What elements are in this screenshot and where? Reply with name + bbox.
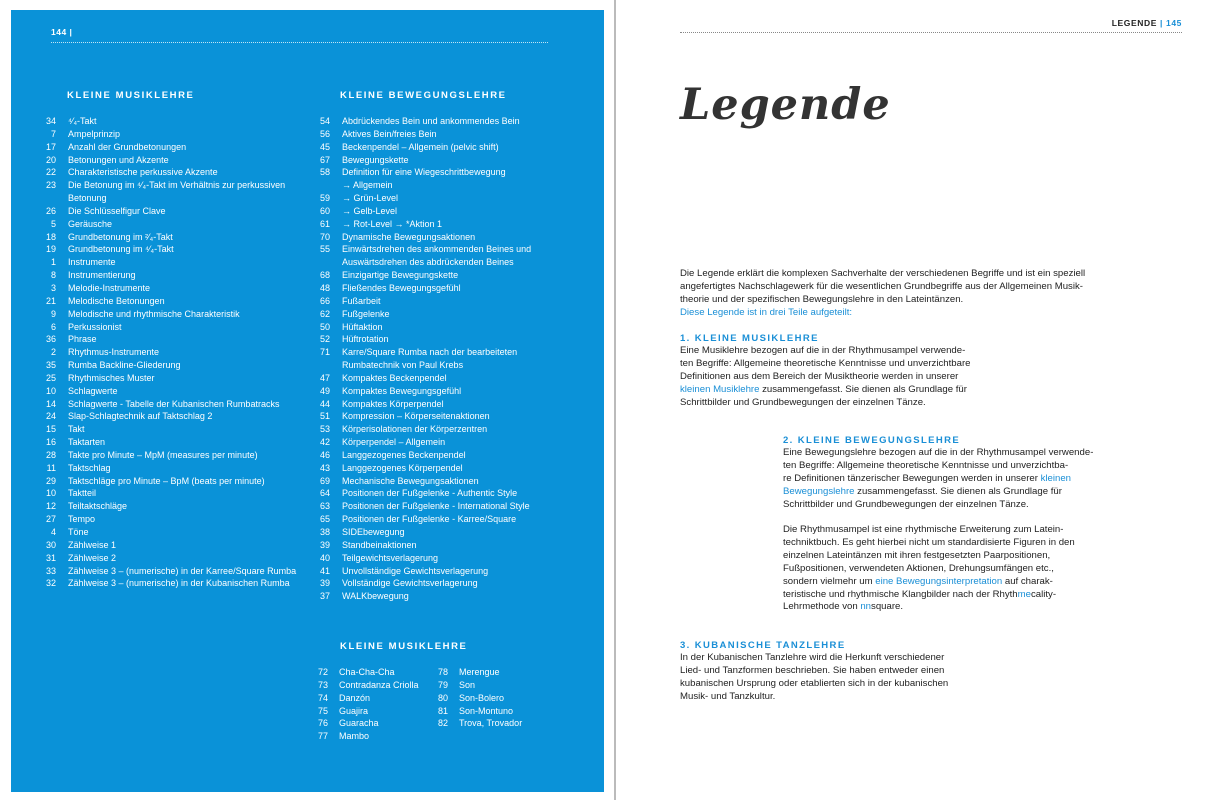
- index-entry: [314, 243, 531, 256]
- index-entry-page-number: 8: [50, 270, 56, 281]
- part1-paragraph: Eine Musiklehre bezogen auf die in der Rhythmusampel verwende- ten Begriffe: Allgemeine theoretische Kenntnisse und unverzichtbare Definitionen aus dem Bereich der Musiktheorie werden in unserer kleinen Musiklehre zusammengefasst. Sie dienen als Grundlage für Schrittbilder und Grundbewegungen der einzelnen Tänze.: [680, 345, 971, 408]
- index-entry-label: Betonung: [68, 193, 107, 204]
- index-entry-label: Taktschläge pro Minute – BpM (beats per minute): [68, 475, 265, 486]
- section-heading-bewegungslehre: KLEINE BEWEGUNGSLEHRE: [340, 90, 507, 101]
- index-entry-page-number: 40: [319, 552, 330, 563]
- index-entry-page-number: 41: [319, 565, 330, 576]
- index-entry-label: → Rot-Level → *Aktion 1: [342, 218, 443, 229]
- index-entry: [40, 179, 296, 192]
- index-entry: [314, 385, 531, 398]
- index-entry-label: Merengue: [459, 667, 500, 677]
- index-entry: [40, 500, 296, 513]
- index-entry: [314, 179, 531, 192]
- index-entry-page-number: 39: [319, 539, 330, 550]
- index-entry: [40, 385, 296, 398]
- index-entry-page-number: 66: [319, 295, 330, 306]
- intro-lead-in: Diese Legende ist in drei Teile aufgeteilt:: [680, 306, 853, 318]
- index-entry-page-number: 7: [50, 128, 56, 139]
- index-entry-page-number: 53: [319, 424, 330, 435]
- link-kleinen[interactable]: kleinen: [1040, 472, 1071, 484]
- index-entry: [40, 166, 296, 179]
- index-list-tanzlehre-col-b: [434, 666, 522, 730]
- index-entry: [314, 730, 419, 743]
- index-entry: [314, 115, 531, 128]
- index-entry-label: Melodische und rhythmische Charakteristik: [68, 308, 240, 319]
- index-entry-label: Geräusche: [68, 218, 113, 229]
- index-entry-label: Schlagwerte - Tabelle der Kubanischen Rumbatracks: [68, 398, 280, 409]
- index-entry-page-number: 69: [319, 475, 330, 486]
- index-entry-page-number: 74: [317, 692, 328, 703]
- index-entry: [314, 565, 531, 578]
- index-entry: [434, 705, 522, 718]
- index-entry-label: Anzahl der Grundbetonungen: [68, 141, 187, 152]
- index-entry-label: Taktteil: [68, 488, 97, 499]
- index-entry: [314, 398, 531, 411]
- index-entry-label: Guaracha: [339, 718, 379, 729]
- index-entry: [314, 308, 531, 321]
- index-entry: [314, 205, 531, 218]
- index-entry: [40, 423, 296, 436]
- index-entry: [314, 333, 531, 346]
- index-entry-page-number: 28: [45, 449, 56, 460]
- index-entry-label: Abdrückendes Bein und ankommendes Bein: [342, 116, 520, 126]
- index-entry: [314, 128, 531, 141]
- index-entry-page-number: 34: [45, 116, 56, 126]
- index-entry-label: Einzigartige Bewegungskette: [342, 270, 459, 281]
- index-entry-label: Fußarbeit: [342, 295, 381, 306]
- index-entry: [40, 231, 296, 244]
- index-entry: [314, 269, 531, 282]
- index-entry-page-number: 26: [45, 205, 56, 216]
- index-entry: [314, 295, 531, 308]
- index-entry-page-number: 56: [319, 128, 330, 139]
- index-entry: [434, 692, 522, 705]
- index-entry: [314, 423, 531, 436]
- index-entry-label: Grundbetonung im ⁴⁄₄-Takt: [68, 244, 174, 255]
- index-entry-label: Dynamische Bewegungsaktionen: [342, 231, 476, 242]
- index-entry-page-number: 19: [45, 244, 56, 255]
- index-entry: [314, 166, 531, 179]
- index-entry-page-number: 68: [319, 270, 330, 281]
- index-entry-label: Körperisolationen der Körperzentren: [342, 424, 488, 435]
- index-entry-label: ⁴⁄₄-Takt: [68, 116, 97, 126]
- index-entry: [40, 526, 296, 539]
- index-entry-label: Einwärtsdrehen des ankommenden Beines und: [342, 244, 532, 255]
- index-entry-page-number: 29: [45, 475, 56, 486]
- index-entry-page-number: 51: [319, 411, 330, 422]
- index-entry-label: Melodie-Instrumente: [68, 282, 151, 293]
- index-entry: [314, 410, 531, 423]
- index-entry: [314, 192, 531, 205]
- index-entry-page-number: 65: [319, 514, 330, 525]
- index-entry-page-number: 73: [317, 679, 328, 690]
- index-entry-page-number: 61: [319, 218, 330, 229]
- index-entry: [434, 717, 522, 730]
- index-entry: [40, 346, 296, 359]
- index-entry-label: Langgezogenes Körperpendel: [342, 462, 463, 473]
- index-entry-label: Kompaktes Beckenpendel: [342, 372, 447, 383]
- index-entry-label: Beckenpendel – Allgemein (pelvic shift): [342, 141, 499, 152]
- index-entry-page-number: 81: [437, 705, 448, 716]
- index-entry-label: Schlagwerte: [68, 385, 118, 396]
- index-entry-page-number: 43: [319, 462, 330, 473]
- index-entry-page-number: 21: [45, 295, 56, 306]
- index-entry-page-number: 48: [319, 282, 330, 293]
- index-entry-label: Rhythmus-Instrumente: [68, 347, 160, 358]
- index-list-musiklehre: [40, 115, 296, 590]
- link-bewegungslehre[interactable]: Bewegungslehre: [783, 485, 855, 497]
- index-entry-page-number: 12: [45, 501, 56, 512]
- index-entry: [40, 154, 296, 167]
- index-entry-label: Danzón: [339, 692, 371, 703]
- index-entry-page-number: 49: [319, 385, 330, 396]
- index-entry: [40, 128, 296, 141]
- index-entry: [40, 436, 296, 449]
- index-entry-page-number: 71: [319, 347, 330, 358]
- index-entry-label: Mambo: [339, 731, 370, 742]
- index-entry: [314, 705, 419, 718]
- index-entry-label: Körperpendel – Allgemein: [342, 437, 446, 448]
- part2-paragraph-2: Die Rhythmusampel ist eine rhythmische Erweiterung zum Latein- techniktbuch. Es geht hierbei nicht um standardisierte Figuren in den einzelnen Lateintänzen mit ihren festgesetzten Paarpositionen, Fußpositionen, verwendeten Aktionen, Drehungsumfängen etc., sondern vielmehr um eine Bewegungsinterpretation auf charak- teristische und rhythmische Klangbilder nach der Rhythmecality- Lehrmethode von nnsquare.: [783, 524, 1075, 613]
- index-entry-page-number: 59: [319, 193, 330, 204]
- part3-heading: 3. KUBANISCHE TANZLEHRE: [680, 640, 846, 651]
- index-entry-label: Son-Bolero: [459, 692, 505, 703]
- index-entry-page-number: 62: [319, 308, 330, 319]
- index-entry-page-number: 35: [45, 360, 56, 371]
- index-entry-label: Son: [459, 679, 476, 690]
- index-entry-page-number: 27: [45, 514, 56, 525]
- index-entry-page-number: 24: [45, 411, 56, 422]
- index-entry: [314, 462, 531, 475]
- index-entry-label: Rhythmisches Muster: [68, 372, 155, 383]
- index-entry-label: Betonungen und Akzente: [68, 154, 169, 165]
- index-entry-label: Hüftaktion: [342, 321, 383, 332]
- index-entry-label: Zählweise 2: [68, 552, 117, 563]
- index-entry: [314, 552, 531, 565]
- index-entry: [40, 475, 296, 488]
- index-entry-label: Phrase: [68, 334, 97, 345]
- index-entry: [40, 513, 296, 526]
- index-entry: [434, 679, 522, 692]
- index-entry-page-number: 10: [45, 385, 56, 396]
- right-header-rule: [680, 32, 1182, 33]
- part2-paragraph: Eine Bewegungslehre bezogen auf die in der Rhythmusampel verwende- ten Begriffe: Allgemeine theoretische Kenntnisse und unverzichtba- re Definitionen tänzerischer Bewegungen werden in unserer kleinen Bewegungslehre zusammengefasst. Sie dienen als Grundlage für Schrittbilder und Grundbewegungen der einzelnen Tänze.: [783, 447, 1094, 510]
- index-entry-page-number: 52: [319, 334, 330, 345]
- index-entry: [314, 717, 419, 730]
- index-entry-label: Mechanische Bewegungsaktionen: [342, 475, 479, 486]
- index-entry-page-number: 37: [319, 591, 330, 602]
- index-entry: [314, 141, 531, 154]
- index-entry: [314, 666, 419, 679]
- index-entry-page-number: 67: [319, 154, 330, 165]
- index-entry-label: Takt: [68, 424, 85, 435]
- index-entry-label: Ampelprinzip: [68, 128, 121, 139]
- index-entry-label: Charakteristische perkussive Akzente: [68, 167, 218, 178]
- index-entry-label: Zählweise 3 – (numerische) in der Karree/Square Rumba: [68, 565, 297, 576]
- running-head-label: LEGENDE: [1111, 18, 1158, 28]
- index-entry-page-number: 44: [319, 398, 330, 409]
- index-entry-page-number: 36: [45, 334, 56, 345]
- index-entry-page-number: 60: [319, 205, 330, 216]
- blue-index-panel: [11, 10, 604, 792]
- index-list-tanzlehre-col-a: [314, 666, 419, 743]
- index-entry-page-number: 16: [45, 437, 56, 448]
- index-entry: [40, 141, 296, 154]
- index-entry-label: Perkussionist: [68, 321, 122, 332]
- index-entry-label: Hüftrotation: [342, 334, 389, 345]
- index-entry-page-number: 1: [50, 257, 56, 268]
- index-entry-label: Taktarten: [68, 437, 106, 448]
- index-entry: [40, 372, 296, 385]
- index-entry: [314, 513, 531, 526]
- index-entry-page-number: 38: [319, 527, 330, 537]
- index-entry-label: WALKbewegung: [342, 591, 409, 602]
- part3-paragraph: In der Kubanischen Tanzlehre wird die Herkunft verschiedener Lied- und Tanzformen beschrieben. Sie haben entweder einen kubanischen Ursprung oder etablierten sich in der kubanischen Musik- und Tanzkultur.: [680, 652, 949, 702]
- index-entry: [40, 487, 296, 500]
- index-entry-page-number: 6: [50, 321, 56, 332]
- index-entry-page-number: 82: [437, 718, 448, 729]
- index-entry-page-number: 76: [317, 718, 328, 729]
- index-entry-label: Bewegungskette: [342, 154, 409, 165]
- index-entry-page-number: 72: [317, 667, 328, 677]
- index-entry-page-number: 9: [50, 308, 56, 319]
- index-entry-page-number: 25: [45, 372, 56, 383]
- index-entry: [314, 256, 531, 269]
- link-kleinen-musiklehre[interactable]: kleinen Musiklehre: [680, 383, 760, 395]
- index-entry: [314, 577, 531, 590]
- index-entry-label: Aktives Bein/freies Bein: [342, 128, 437, 139]
- index-entry: [40, 449, 296, 462]
- index-entry-page-number: 77: [317, 731, 328, 742]
- index-entry-label: Instrumentierung: [68, 270, 136, 281]
- index-entry-page-number: 54: [319, 116, 330, 126]
- index-entry: [40, 205, 296, 218]
- index-entry: [40, 462, 296, 475]
- index-entry-label: → Gelb-Level: [342, 205, 398, 216]
- index-entry-page-number: 39: [319, 578, 330, 589]
- index-entry-page-number: 18: [45, 231, 56, 242]
- index-entry-label: Zählweise 3 – (numerische) in der Kubanischen Rumba: [68, 578, 290, 589]
- index-entry-label: Trova, Trovador: [459, 718, 523, 729]
- section-heading-tanzlehre: KLEINE MUSIKLEHRE: [340, 641, 468, 652]
- index-entry: [40, 243, 296, 256]
- index-entry: [314, 436, 531, 449]
- index-entry: [314, 449, 531, 462]
- left-header-rule: [51, 42, 548, 43]
- index-entry-page-number: 80: [437, 692, 448, 703]
- index-list-bewegungslehre: [314, 115, 531, 603]
- section-heading-musiklehre: KLEINE MUSIKLEHRE: [67, 90, 195, 101]
- index-entry-label: Slap-Schlagtechnik auf Taktschlag 2: [68, 411, 213, 422]
- page-title: Legende: [680, 80, 891, 130]
- index-entry-page-number: 15: [45, 424, 56, 435]
- index-entry-page-number: 32: [45, 578, 56, 589]
- index-entry-page-number: 30: [45, 539, 56, 550]
- index-entry-page-number: 14: [45, 398, 56, 409]
- index-entry-label: Teilgewichtsverlagerung: [342, 552, 439, 563]
- index-entry: [40, 539, 296, 552]
- index-entry-label: Langgezogenes Beckenpendel: [342, 449, 466, 460]
- index-entry: [314, 487, 531, 500]
- index-entry: [314, 500, 531, 513]
- index-entry-label: Takte pro Minute – MpM (measures per minute): [68, 449, 258, 460]
- index-entry: [40, 398, 296, 411]
- index-entry-page-number: 75: [317, 705, 328, 716]
- index-entry: [314, 218, 531, 231]
- link-bewegungsinterpretation[interactable]: eine Bewegungsinterpretation: [875, 575, 1003, 587]
- index-entry-label: Teiltaktschläge: [68, 501, 128, 512]
- index-entry-page-number: 46: [319, 449, 330, 460]
- part2-heading: 2. KLEINE BEWEGUNGSLEHRE: [783, 435, 961, 446]
- index-entry: [314, 539, 531, 552]
- index-entry-label: Rumbatechnik von Paul Krebs: [342, 360, 464, 371]
- index-entry-label: Taktschlag: [68, 462, 111, 473]
- right-page-number: 145: [1166, 18, 1182, 28]
- index-entry: [314, 590, 531, 603]
- index-entry-label: Die Betonung im ⁴⁄₄-Takt im Verhältnis zur perkussiven: [68, 180, 286, 191]
- index-entry: [40, 282, 296, 295]
- index-entry-label: Melodische Betonungen: [68, 295, 165, 306]
- index-entry: [314, 372, 531, 385]
- index-entry: [40, 577, 296, 590]
- index-entry-label: Töne: [68, 527, 89, 537]
- index-entry: [40, 269, 296, 282]
- right-page: [616, 0, 1230, 800]
- index-entry-page-number: 63: [319, 501, 330, 512]
- index-entry-page-number: 64: [319, 488, 330, 499]
- index-entry-label: Standbeinaktionen: [342, 539, 417, 550]
- index-entry-page-number: 79: [437, 679, 448, 690]
- index-entry: [314, 526, 531, 539]
- index-entry-page-number: 3: [50, 282, 56, 293]
- index-entry: [40, 333, 296, 346]
- index-entry-label: Definition für eine Wiegeschrittbewegung: [342, 167, 506, 178]
- index-entry-label: Positionen der Fußgelenke - International Style: [342, 501, 530, 512]
- index-entry: [40, 192, 296, 205]
- index-entry-label: Tempo: [68, 514, 96, 525]
- left-page-number: 144 |: [51, 27, 73, 37]
- index-entry-page-number: 55: [319, 244, 330, 255]
- index-entry-label: Instrumente: [68, 257, 116, 268]
- index-entry: [314, 231, 531, 244]
- index-entry: [40, 256, 296, 269]
- index-entry-page-number: 50: [319, 321, 330, 332]
- index-entry: [314, 359, 531, 372]
- index-entry-page-number: 31: [45, 552, 56, 563]
- index-entry: [314, 282, 531, 295]
- index-entry-page-number: 33: [45, 565, 56, 576]
- index-entry-label: Positionen der Fußgelenke - Authentic Style: [342, 488, 518, 499]
- index-entry-page-number: 11: [46, 462, 56, 473]
- index-entry-label: Rumba Backline-Gliederung: [68, 360, 181, 371]
- right-running-head: LEGENDE | 145: [1111, 18, 1182, 28]
- index-entry-page-number: 42: [319, 437, 330, 448]
- index-entry-page-number: 23: [45, 180, 56, 191]
- index-entry-page-number: 78: [437, 667, 448, 677]
- index-entry: [314, 346, 531, 359]
- index-entry-page-number: 58: [319, 167, 330, 178]
- index-entry: [40, 295, 296, 308]
- index-entry-label: Kompression – Körperseitenaktionen: [342, 411, 490, 422]
- index-entry-label: Karre/Square Rumba nach der bearbeiteten: [342, 347, 518, 358]
- part1-heading: 1. KLEINE MUSIKLEHRE: [680, 333, 819, 344]
- index-entry: [40, 321, 296, 334]
- index-entry-label: Fließendes Bewegungsgefühl: [342, 282, 461, 293]
- index-entry-label: Die Schlüsselfigur Clave: [68, 205, 166, 216]
- index-entry-page-number: 4: [50, 527, 56, 537]
- index-entry: [40, 410, 296, 423]
- index-entry-page-number: 5: [50, 218, 56, 229]
- index-entry: [314, 475, 531, 488]
- index-entry: [314, 679, 419, 692]
- index-entry-page-number: 20: [45, 154, 56, 165]
- index-entry-label: Kompaktes Körperpendel: [342, 398, 444, 409]
- index-entry: [40, 115, 296, 128]
- index-entry-label: SIDEbewegung: [342, 527, 405, 537]
- index-entry-label: → Grün-Level: [342, 193, 399, 204]
- index-entry-label: → Allgemein: [342, 180, 393, 191]
- index-entry-page-number: 70: [319, 231, 330, 242]
- index-entry-label: Contradanza Criolla: [339, 679, 419, 690]
- index-entry-page-number: 17: [45, 141, 56, 152]
- intro-paragraph: Die Legende erklärt die komplexen Sachverhalte der verschiedenen Begriffe und ist ein speziell angefertigtes Nachschlagewerk für die wesentlichen Grundbegriffe aus der Allgemeinen Musik- theorie und der spezifischen Bewegungslehre in den Lateintänzen. Diese Legende ist in drei Teile aufgeteilt:: [680, 268, 1086, 318]
- index-entry-label: Kompaktes Bewegungsgefühl: [342, 385, 462, 396]
- index-entry: [40, 218, 296, 231]
- index-entry: [314, 154, 531, 167]
- index-entry-label: Guajira: [339, 705, 369, 716]
- index-entry: [314, 692, 419, 705]
- index-entry-page-number: 22: [45, 167, 56, 178]
- index-entry-page-number: 10: [45, 488, 56, 499]
- index-entry-label: Fußgelenke: [342, 308, 390, 319]
- index-entry-page-number: 47: [319, 372, 330, 383]
- index-entry: [314, 321, 531, 334]
- index-entry-label: Zählweise 1: [68, 539, 117, 550]
- index-entry: [40, 308, 296, 321]
- index-entry-label: Auswärtsdrehen des abdrückenden Beines: [342, 257, 514, 268]
- index-entry: [40, 552, 296, 565]
- index-entry-page-number: 45: [319, 141, 330, 152]
- index-entry: [40, 565, 296, 578]
- index-entry-label: Positionen der Fußgelenke - Karree/Square: [342, 514, 517, 525]
- index-entry-label: Cha-Cha-Cha: [339, 667, 395, 677]
- index-entry-page-number: 2: [50, 347, 56, 358]
- index-entry: [434, 666, 522, 679]
- left-page: [0, 0, 614, 800]
- index-entry-label: Son-Montuno: [459, 705, 514, 716]
- index-entry-label: Vollständige Gewichtsverlagerung: [342, 578, 478, 589]
- index-entry-label: Grundbetonung im ²⁄₄-Takt: [68, 231, 173, 242]
- index-entry-label: Unvollständige Gewichtsverlagerung: [342, 565, 489, 576]
- index-entry: [40, 359, 296, 372]
